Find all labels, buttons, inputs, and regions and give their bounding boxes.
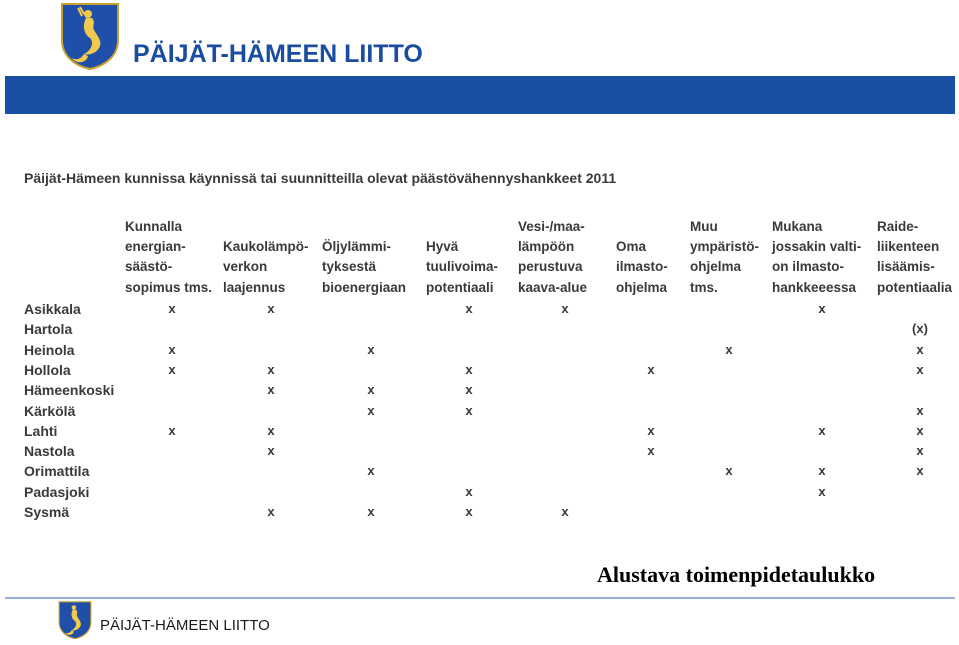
column-header: Vesi-/maa- lämpöön perustuva kaava-alue: [518, 218, 588, 295]
table-cell: x: [818, 463, 826, 479]
table-cell: x: [267, 382, 275, 398]
table-cell: x: [647, 422, 655, 438]
row-label: Asikkala: [24, 301, 81, 317]
table-cell: x: [561, 504, 569, 519]
table-cell: x: [367, 341, 375, 357]
row-label: Orimattila: [24, 463, 90, 480]
table-cell: x: [168, 361, 176, 377]
table-cell: x: [465, 301, 473, 316]
table-cell: x: [916, 341, 924, 357]
table-cell: x: [465, 361, 473, 377]
row-label: Hollola: [24, 361, 71, 378]
column-header: Kunnalla energian- säästö- sopimus tms.: [125, 218, 213, 295]
table-cell: x: [367, 402, 375, 418]
row-label: Hartola: [24, 321, 73, 338]
row-label: Heinola: [24, 341, 75, 358]
table-cell: x: [916, 402, 924, 418]
row-label: Kärkölä: [24, 402, 76, 419]
table-cell: x: [725, 463, 733, 479]
footer-brand-name: PÄIJÄT-HÄMEEN LIITTO: [100, 617, 270, 634]
table-cell: x: [367, 382, 375, 398]
table-cell: x: [916, 361, 924, 377]
table-cell: x: [267, 361, 275, 377]
table-cell: x: [168, 301, 176, 316]
table-cell: x: [818, 483, 826, 499]
table-cell: x: [818, 301, 826, 316]
table-cell: x: [465, 382, 473, 398]
row-label: Sysmä: [24, 504, 70, 520]
table-cell: x: [916, 422, 924, 438]
table-cell: x: [561, 301, 569, 316]
footer-divider: [5, 597, 955, 599]
table-cell: x: [465, 402, 473, 418]
column-header: Hyvä tuulivoima- potentiaali: [426, 239, 499, 295]
table-cell: x: [916, 463, 924, 479]
table-cell: x: [725, 341, 733, 357]
table-cell: x: [465, 504, 473, 519]
table-title: Päijät-Hämeen kunnissa käynnissä tai suunnitteilla olevat päästövähennyshankkeet 2011: [24, 170, 617, 186]
table-cell: x: [267, 422, 275, 438]
coat-of-arms-icon: [58, 600, 92, 640]
row-label: Lahti: [24, 422, 58, 439]
table-cell: x: [267, 504, 275, 519]
table-cell: x: [267, 301, 275, 316]
table-cell: x: [367, 504, 375, 519]
table-cell: x: [465, 483, 473, 499]
table-cell: (x): [912, 321, 928, 337]
row-label: Nastola: [24, 443, 75, 460]
brand-name: PÄIJÄT-HÄMEEN LIITTO: [133, 40, 423, 68]
table-cell: x: [168, 341, 176, 357]
table-cell: x: [818, 422, 826, 438]
slide-caption: Alustava toimenpidetaulukko: [597, 562, 876, 587]
table-cell: x: [916, 443, 924, 459]
column-header: Muu ympäristö- ohjelma tms.: [690, 218, 760, 295]
column-header: Mukana jossakin valti- on ilmasto- hankkeeessa: [772, 218, 862, 295]
table-cell: x: [647, 443, 655, 459]
table-cell: x: [647, 361, 655, 377]
table-cell: x: [367, 463, 375, 479]
row-label: Padasjoki: [24, 483, 90, 500]
coat-of-arms-icon: [60, 2, 120, 70]
table-cell: x: [168, 422, 176, 438]
header-bar: [5, 76, 955, 114]
column-header: Kaukolämpö- verkon laajennus: [223, 239, 309, 295]
column-header: Raide- liikenteen lisäämis- potentiaalia: [877, 218, 953, 295]
table-cell: x: [267, 443, 275, 459]
row-label: Hämeenkoski: [24, 382, 115, 399]
column-header: Öljylämmi- tyksestä bioenergiaan: [322, 239, 407, 295]
column-header: Oma ilmasto- ohjelma: [616, 239, 668, 295]
